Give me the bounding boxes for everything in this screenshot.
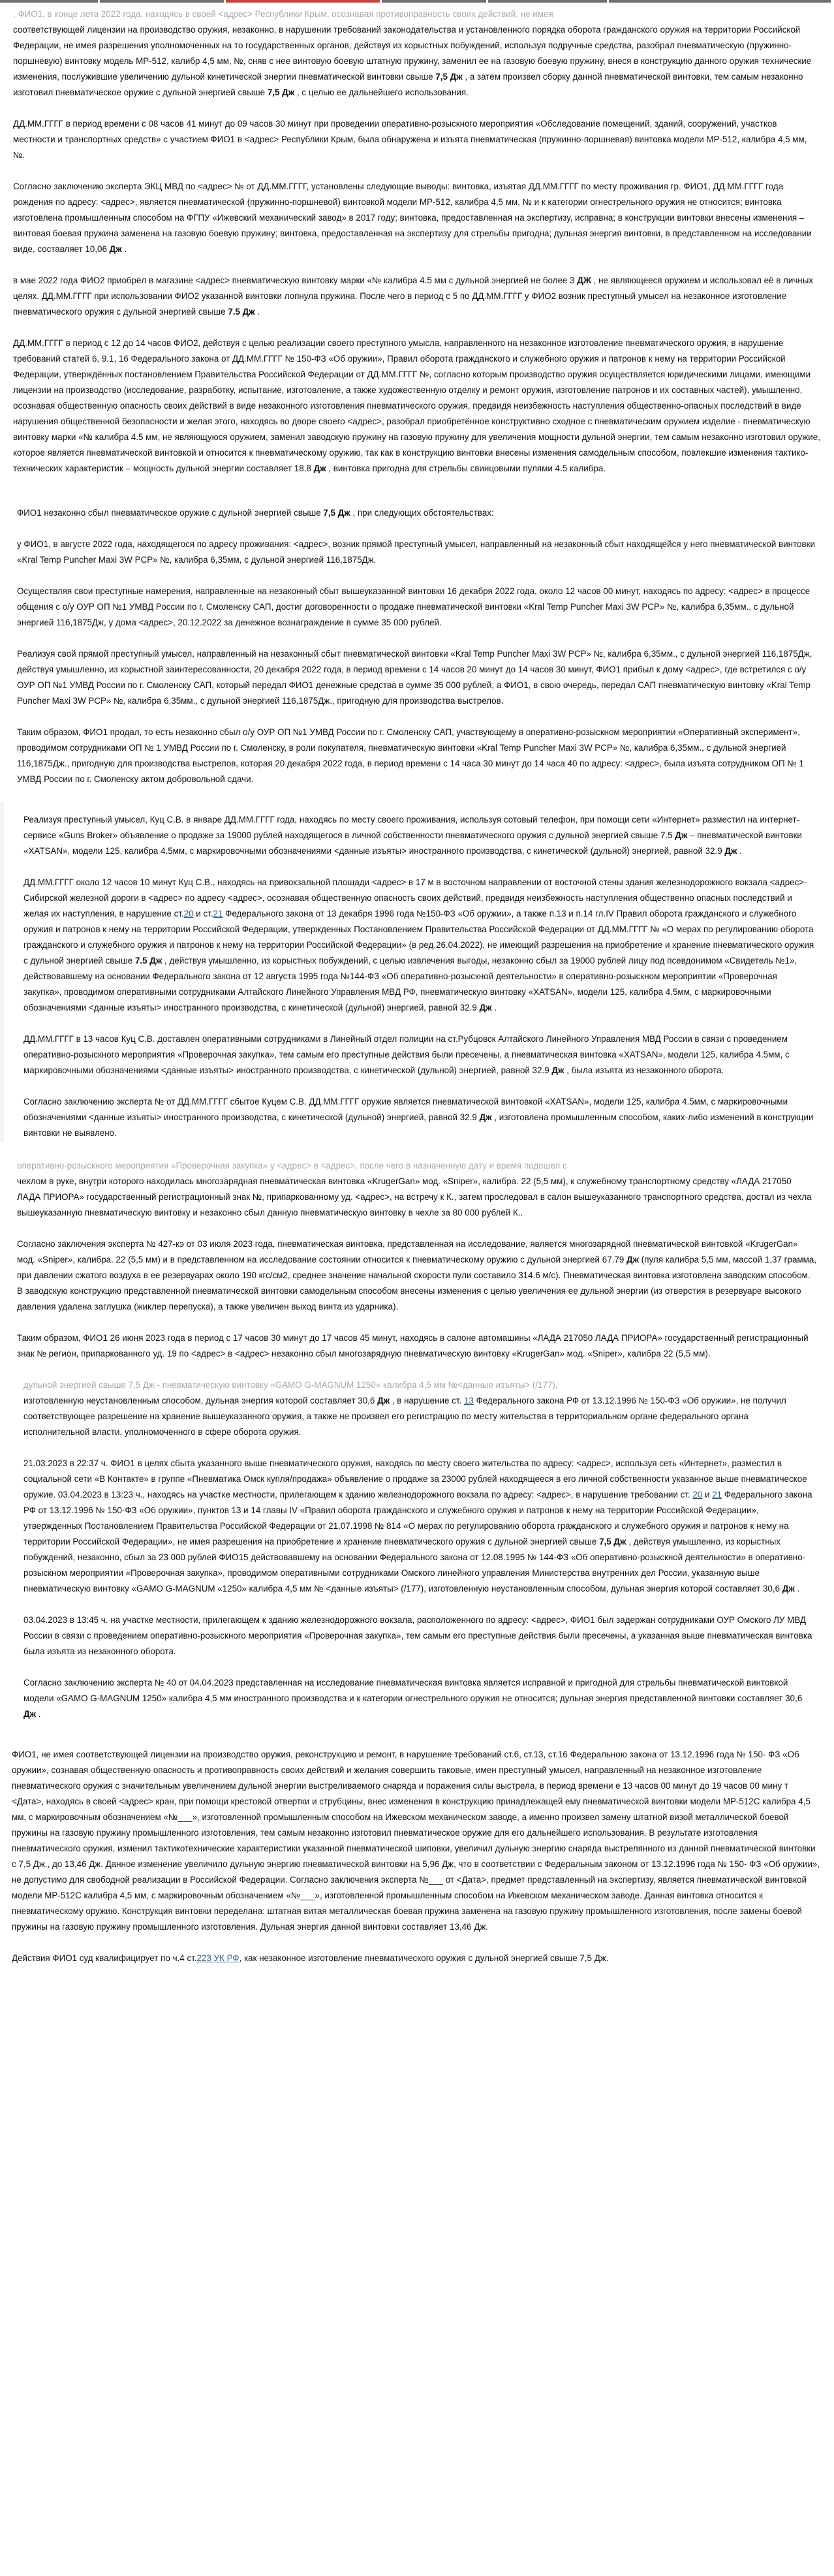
- paragraph: [17, 537, 817, 568]
- text-run: , была изъята из незаконного оборота.: [564, 1065, 724, 1075]
- text-run: (пуля калибра 5,5 мм, массой 1,37 грамма, при давлении сжатого воздуха в ее резервуарах около 190 кгс/см2, среднее значение начальной скорости пули составило 314.6 м/с). Пневматическая винтовка изготовлена заводским способом. В заводскую конструкцию представленной пневматической винтовки самодельным способом внесены изменения с целью увеличения ее дульной энергии (из отверстия в резервуаре высокого давления удалена заглушка (жиклер перепуска), а также увеличен выход винта из ударника).: [17, 1255, 817, 1312]
- section-3-quoted: [0, 803, 834, 1141]
- energy-value: 7,5 Дж: [599, 1537, 626, 1547]
- paragraph: [13, 179, 821, 257]
- text-run: .: [255, 307, 260, 317]
- text-run: .: [121, 244, 127, 254]
- text-run: Согласно заключению эксперта № 40 от 04.04.2023 представленная на исследование пневматическая винтовка является исправной и пригодной для стрельбы пневматической винтовкой модели «GAMO G-MAGNUM 1250» калибра 4,5 мм иностранного производства и к категории огнестрельного оружия не относится; дульная энергия представленной винтовки составляет 30,6: [23, 1678, 803, 1703]
- paragraph: [23, 1675, 814, 1722]
- law-article-link[interactable]: 21: [213, 909, 223, 919]
- text-run: , винтовка пригодна для стрельбы свинцовыми пулями 4.5 калибра.: [326, 463, 606, 473]
- text-run: , действуя умышленно, из корыстных побуждений, незаконно, сбыл за 23 000 рублей ФИО15 действовавшему на основании Федерального закона от 12.08.1995 № 144-ФЗ «Об оперативно-розыскной деятельности» в оперативно-розыскном мероприятии «Проверочная закупка», проводимом оперативными сотрудниками Омского линейного управления Министерства внутренних дел России, указанную выше пневматическую винтовку «GAMO G-MAGNUM «1250» калибра 4,5 мм № <данные изъяты> (/177), изготовленную неустановленным способом, дульная энергия которой составляет 30,6: [23, 1537, 806, 1594]
- paragraph: [23, 1031, 814, 1078]
- paragraph: [17, 725, 817, 787]
- energy-value: ДЖ: [577, 275, 591, 285]
- paragraph: [17, 1174, 817, 1221]
- text-run: у ФИО1, в августе 2022 года, находящегося по адресу проживания: <адрес>, возник прямой преступный умысел, направленный на незаконный сбыт находящейся у него пневматической винтовки «Kral Temp Puncher Maxi 3W PCP» №, калибра 6,35мм, с дульной энергией 116,1875Дж.: [17, 539, 815, 565]
- section-4: [0, 1157, 834, 1362]
- text-run: Действия ФИО1 суд квалифицирует по ч.4 ст.: [12, 1953, 197, 1963]
- paragraph: [12, 1951, 822, 1966]
- text-run: и: [702, 1490, 713, 1500]
- paragraph: [12, 1747, 822, 1935]
- text-run: и ст.: [193, 909, 213, 919]
- section-2: [0, 503, 834, 787]
- text-run: Реализуя преступный умысел, Куц С.В. в январе ДД.ММ.ГГГГ года, находясь по месту своего проживания, используя сотовый телефон, при помощи сети «Интернет» разместил на интернет-сервисе «Guns Broker» объявление о продаже за 19000 рублей находящегося в личной собственности пневматического оружия с дульной энергией свыше 7.5: [23, 815, 800, 840]
- text-run: , в нарушение ст.: [390, 1396, 464, 1406]
- faded-continuation-line: дульной энергией свыше 7,5 Дж - пневматическую винтовку «GAMO G-MAGNUM 1250» калибра 4,5 мм №<данные изъяты> (/177),: [23, 1380, 558, 1390]
- text-run: Согласно заключению эксперта ЭКЦ МВД по <адрес> № от ДД.ММ.ГГГГ, установлены следующие выводы: винтовка, изъятая ДД.ММ.ГГГГ по месту проживания гр. ФИО1, ДД.ММ.ГГГГ года рождения по адресу: <адрес>, является пневматической (пружинно-поршневой) винтовкой модели МР-512, калибра 4,5 мм, № и к категории огнестрельного оружия не относится; винтовка изготовлена промышленным способом на ФГПУ «Ижевский механический завод» в 2017 году; винтовка, предоставленная на экспертизу, исправна; в конструкции винтовки внесены изменения – винтовая боевая пружина заменена на газовую боевую пружину; винтовка, предоставленная на экспертизу для стрельбы пригодна; дульная энергия винтовки, в представленном на исследовании виде, составляет 10,06: [13, 181, 812, 254]
- text-run: изготовленную неустановленным способом, дульная энергия которой составляет 30,6: [23, 1396, 378, 1406]
- text-run: , с целью ее дальнейшего использования.: [294, 87, 469, 97]
- law-article-link[interactable]: 13: [463, 1396, 474, 1406]
- energy-value: Дж: [479, 1112, 492, 1122]
- energy-value: 7,5 Дж: [435, 72, 463, 82]
- text-run: в мае 2022 года ФИО2 приобрёл в магазине <адрес> пневматическую винтовку марки «№ калибра 4.5 мм с дульной энергией не более 3: [13, 275, 578, 285]
- energy-value: Дж: [782, 1584, 795, 1594]
- paragraph: [23, 812, 814, 859]
- text-run: .: [36, 1709, 41, 1719]
- text-run: , при следующих обстоятельствах:: [350, 508, 494, 518]
- paragraph: [13, 336, 821, 477]
- text-run: , как незаконное изготовление пневматического оружия с дульной энергией свыше 7,5 Дж.: [239, 1953, 609, 1963]
- energy-value: Дж: [626, 1255, 640, 1264]
- text-run: Согласно заключению эксперта № от ДД.ММ.ГГГГ сбытое Куцем С.В. ДД.ММ.ГГГГ оружие является пневматической винтовкой «XATSAN», модели 125, калибра 4.5мм, с маркировочными обозначениями <данные изъяты> иностранного производства, с кинетической (дульной) энергией, равной 32.9: [23, 1097, 788, 1122]
- text-run: 21.03.2023 в 22:37 ч. ФИО1 в целях сбыта указанного выше пневматического оружия, находясь по месту своего жительства по адресу: <адрес>, используя сеть «Интернет», разместил в социальной сети «В Контакте» в группе «Пневматика Омск купля/продажа» объявление о продаже за 23000 рублей находящееся в его личной собственности указанное выше пневматическое оружие. 03.04.2023 в 13:23 ч., находясь на участке местности, прилегающем к зданию железнодорожного вокзала по адресу: <адрес>, в нарушение требовании ст.: [23, 1458, 807, 1500]
- faded-continuation-line: оперативно-розыскного мероприятия «Проверочная закупка» у <адрес> в <адрес>, после чего в назначенную дату и время подошел с: [17, 1161, 567, 1170]
- text-run: , а затем произвел сборку данной пневматической винтовки, тем самым незаконно изготовил пневматическое оружие с дульной энергией свыше: [13, 72, 803, 97]
- text-run: , действуя умышленно, из корыстных побуждений, с целью извлечения выгоды, незаконно сбыл за 19000 рублей лицу под псевдонимом «Свидетель №1», действовавшему на основании Федерального закона от 12 августа 1995 года №144-ФЗ «Об оперативно-розыскной деятельности» в оперативно-розыскном мероприятии «Проверочная закупка», проводимом оперативными сотрудниками Алтайского Линейного Управления МВД РФ, пневматическую винтовку «XATSAN», модели 125, калибра 4.5мм, с маркировочными обозначениями <данные изъяты> иностранного производства, с кинетической (дульной) энергией, равной 32.9: [23, 956, 797, 1013]
- law-article-link[interactable]: 20: [692, 1490, 703, 1500]
- text-run: Федерального закона от 13 декабря 1996 года №150-ФЗ «Об оружии», а также п.13 и п.14 гл.IV Правил оборота гражданского и служебного оружия и патронов к нему на территории Российской Федерации, утвержденных Постановлением Правительства Российской Федерации от ДД.ММ.ГГГГ № «О мерах по регулированию оборота гражданского и служебного оружия и патронов к нему на территории Российской Федерации» (в ред.26.04.2022), не имеющий разрешения на приобретение и хранение пневматического оружия с дульной энергией свыше: [23, 909, 814, 966]
- law-article-link[interactable]: 21: [712, 1490, 722, 1500]
- energy-value: Дж: [313, 463, 326, 473]
- paragraph: [17, 1236, 817, 1315]
- text-run: ДД.ММ.ГГГГ около 12 часов 10 минут Куц С.В., находясь на привокзальной площади <адрес> в 17 м в восточном направлении от восточной стены здания железнодорожного вокзала <адрес>-Сибирской железной дороги в <адрес> по адресу <адрес>, осознавая общественную опасность своих действий, предвидя неизбежность наступления общественно опасных последствий и желая их наступления, в нарушение ст.: [23, 877, 807, 919]
- text-run: ФИО1 незаконно сбыл пневматическое оружие с дульной энергией свыше: [17, 508, 324, 518]
- text-run: 03.04.2023 в 13:45 ч. на участке местности, прилегающем к зданию железнодорожного вокзала, расположенного по адресу: <адрес>, ФИО1 был задержан сотрудниками ОУР Омского ЛУ МВД России в связи с проведением оперативно-розыскного мероприятия «Проверочная закупка», тем самым его преступные действия были пресечены, а указанная выше пневматическая винтовка была изъята из незаконного оборота.: [23, 1615, 812, 1656]
- text-run: ДД.ММ.ГГГГ в 13 часов Куц С.В. доставлен оперативными сотрудниками в Линейный отдел полиции на ст.Рубцовск Алтайского Линейного Управления МВД России в связи с проведением оперативно-розыскного мероприятия «Проверочная закупка», тем самым его преступные действия были пресечены, а пневматическая винтовка «XATSAN», модели 125, калибра 4.5мм, с маркировочными обозначениями <данные изъяты> иностранного производства, с кинетической (дульной) энергией, равной 32.9: [23, 1034, 790, 1075]
- text-run: ДД.ММ.ГГГГ в период с 12 до 14 часов ФИО2, действуя с целью реализации своего преступного умысла, направленного на незаконное изготовление пневматического оружия, в нарушение требований статей 6, 9.1, 16 Федерального закона от ДД.ММ.ГГГГ № 150-ФЗ «Об оружии», Правил оборота гражданского и служебного оружия и патронов к нему на территории Российской Федерации, утверждённых постановлением Правительства Российской Федерации от ДД.ММ.ГГГГ №, согласно которым производство оружия осуществляется юридическими лицами, имеющими лицензии на производство (исследование, разработку, испытание, изготовление, а также художественную отделку и ремонт оружия, изготовление патронов и их составных частей), умышленно, осознавая общественную опасность своих действий в виде незаконного изготовления пневматического оружия, предвидя неизбежность наступления общественно-опасных последствий в виде нарушения общественной безопасности и желая этого, находясь во дворе своего <адрес>, разобрал приобретённое конструктивно сходное с пневматическим оружием изделие - пневматическую винтовку марки «№ калибра 4.5 мм, не являющуюся оружием, заменил заводскую пружину на газовую пружину для увеличения мощности дульной энергии, тем самым незаконно изготовил оружие, которое является пневматической винтовкой и относится к пневматическому оружию, так как в конструкцию винтовки внесены изменения самодельным способом, повлекшие изменения тактико-технических характеристик – мощность дульной энергии составляет 18.8: [13, 338, 820, 473]
- paragraph: [17, 1330, 817, 1362]
- text-run: Федерального закона РФ от 13.12.1996 № 150-ФЗ «Об оружии», пунктов 13 и 14 главы IV «Правил оборота гражданского и служебного оружия и патронов к нему на территории Российской Федерации», утвержденных Постановлением Правительства Российской Федерации от 21.07.1998 № 814 «О мерах по регулированию оборота гражданского и служебного оружия и патронов к нему на территории Российской Федерации», не имея разрешения на приобретение и хранение пневматического оружия с дульной энергией свыше: [23, 1490, 812, 1547]
- paragraph: [17, 646, 817, 709]
- paragraph: [23, 1393, 814, 1440]
- text-run: , не являющееся оружием и использовал её в личных целях. ДД.ММ.ГГГГ при использовании ФИО2 указанной винтовки лопнула пружина. После чего в период с 5 по ДД.ММ.ГГГГ у ФИО2 возник преступный умысел на незаконное изготовление пневматического оружия с дульной энергией свыше: [13, 275, 814, 317]
- text-run: ДД.ММ.ГГГГ в период времени с 08 часов 41 минут до 09 часов 30 минут при проведении оперативно-розыскного мероприятия «Обследование помещений, зданий, сооружений, участков местности и транспортных средств» с участием ФИО1 в <адрес> Республики Крым, была обнаружена и изъята пневматическая (пружинно-поршневая) винтовка модели МР-512, калибра 4,5 мм, №.: [13, 119, 807, 160]
- paragraph: [13, 22, 821, 101]
- text-run: Таким образом, ФИО1 26 июня 2023 года в период с 17 часов 30 минут до 17 часов 45 минут, находясь в салоне автомашины «ЛАДА 217050 ЛАДА ПРИОРА» государственный регистрационный знак № регион, припаркованного уд. 19 по <адрес> в <адрес> незаконно сбыл многозарядную пневматическую винтовку «KrugerGan» мод. «Sniper», калибра 22 (5,5 мм).: [17, 1333, 809, 1359]
- energy-value: Дж: [551, 1065, 564, 1075]
- energy-value: Дж: [377, 1396, 390, 1406]
- paragraph: [13, 273, 821, 320]
- section-5: [0, 1377, 834, 1722]
- text-run: Реализуя свой прямой преступный умысел, направленный на незаконный сбыт пневматической винтовки «Kral Temp Puncher Maxi 3W PCP» №, калибра 6,35мм., с дульной энергией 116,1875Дж, действуя умышленно, из корыстной заинтересованности, 20 декабря 2022 года, в период времени с 14 часов 20 минут до 14 часов 30 минут, ФИО1 прибыл к дому <адрес>, где встретился с о/у ОУР ОП №1 УМВД России по г. Смоленску САП, который передал ФИО1 денежные средства в сумме 35 000 рублей, а ФИО1, в свою очередь, передал САП пневматическую винтовку «Kral Temp Puncher Maxi 3W PCP» №, калибра 6,35мм., с дульной энергией 116,1875Дж., пригодную для производства выстрелов.: [17, 649, 812, 706]
- energy-value: Дж: [23, 1709, 37, 1719]
- law-article-link[interactable]: 223 УК РФ: [196, 1953, 239, 1963]
- text-run: – пневматической винтовки «XATSAN», модели 125, калибра 4.5мм, с маркировочными обозначениями <данные изъяты> иностранного производства, с кинетической (дульной) энергией, равной 32.9: [23, 830, 802, 856]
- law-article-link[interactable]: 20: [183, 909, 194, 919]
- energy-value: 7,5 Дж: [267, 87, 295, 97]
- text-run: .: [491, 1003, 497, 1013]
- text-run: , изготовлена промышленным способом, каких-либо изменений в конструкции винтовки не выявлено.: [23, 1112, 814, 1138]
- text-run: .: [737, 846, 742, 856]
- energy-value: Дж: [675, 830, 688, 840]
- energy-value: 7.5 Дж: [228, 307, 255, 317]
- paragraph: [23, 1612, 814, 1659]
- text-run: Согласно заключения эксперта № 427-кэ от 03 июля 2023 года, пневматическая винтовка, представленная на исследование, является многозарядной пневматической винтовкой «KrugerGan» мод. «Sniper», калибра. 22 (5,5 мм) и в представленном на исследование состоянии относится к пневматическому оружию с дульной энергией 67.79: [17, 1239, 798, 1264]
- section-1: [0, 3, 834, 477]
- text-run: Осуществляя свои преступные намерения, направленные на незаконный сбыт вышеуказанной винтовки 16 декабря 2022 года, около 12 часов 00 минут, находясь по адресу: <адрес> в процессе общения с о/у ОУР ОП №1 УМВД России по г. Смоленску САП, достиг договоренности о продаже пневматической винтовки «Kral Temp Puncher Maxi 3W PCP» №, калибра 6,35мм., с дульной энергией 116,1875Дж, у дома <адрес>, 20.12.2022 за денежное вознаграждение в сумме 35 000 рублей.: [17, 586, 811, 627]
- energy-value: Дж: [109, 244, 122, 254]
- paragraph: [23, 1456, 814, 1597]
- section-6: [0, 1738, 834, 1966]
- paragraph: [23, 1094, 814, 1141]
- paragraph: [23, 875, 814, 1016]
- text-run: соответствующей лицензии на производство оружия, незаконно, в нарушении требований законодательства и установленного порядка оборота гражданского оружия на территории Российской Федерации, не имея разрешения уполномоченных на то государственных органов, действуя из корыстных побуждений, используя подручные средства, разобрал пневматическую (пружинно-поршневую) винтовку модель МР-512, калибр 4,5 мм, №, сняв с нее винтовую боевую штатную пружину, заменил ее на газовую боевую пружину, внеся в конструкцию данного оружия технические изменения, послужившие увеличению дульной кинетической энергии пневматической винтовки свыше: [13, 25, 812, 82]
- text-run: чехлом в руке, внутри которого находилась многозарядная пневматическая винтовка «KrugerGan» мод. «Sniper», калибра. 22 (5,5 мм), к служебному транспортному средству «ЛАДА 217050 ЛАДА ПРИОРА» государственный регистрационный знак №, припаркованному уд. <адрес>, на встречу к К., затем проследовал в салон вышеуказанного транспортного средства, достал из чехла вышеуказанную пневматическую винтовку и незаконно сбыл данную пневматическую винтовку в чехле за 80 000 рублей К..: [17, 1176, 812, 1217]
- faded-continuation-line: , ФИО1, в конце лета 2022 года, находясь в своей <адрес> Республики Крым, осознавая противоправность своих действий, не имея: [13, 9, 553, 19]
- energy-value: Дж: [479, 1003, 492, 1013]
- text-run: .: [794, 1584, 800, 1594]
- energy-value: 7.5 Дж: [134, 956, 162, 966]
- text-run: ФИО1, не имея соответствующей лицензии на производство оружия, реконструкцию и ремонт, в нарушение требований ст.6, ст.13, ст.16 Федеральною закона от 13.12.1996 года № 150- ФЗ «Об оружии», сознавая общественную опасность и противоправность своих действий и желания совершить таковые, имен преступный умысел, направленный на незаконное изготовление пневматического оружия с значительным увеличением дульной энергии выстреливаемого снаряда и поражения силы выстрела, в период времени е 13 часов 00 минут до 19 часов 00 мину т <Дата>, находясь в своей <адрес> кран, при помощи крестовой отвертки и струбцины, внес изменения в конструкцию принадлежащей ему пневматической винтовки модели МР-512С калибра 4,5 мм, с маркировочным обозначением «№___», изготовленной промышленным способом на Ижевском механическом заводе, а именно произвел замену штатной визой металлической боевой пружины на газовую пружину промышленного изготовления, тем самым незаконно изготовил пневматическое оружие для его дальнейшего использования. В результате изготовления пневматического оружия, изменил тактикотехнические характеристики указанной пневматической шиповки, увеличил дульную энергию снаряда выстрелянного из данной пневматической винтовки с 7,5 Дж., до 13,46 Дж. Данное изменение увеличило дульную энергию пневматической винтовки на 5,96 Дж, что в соответствии с Федеральным законом от 13.12.1996 года № 150- ФЗ «Об оружии», не допустимо для свободной реализации в Российской Федерации. Согласно заключения эксперта №___ от <Дата>, предмет представленный на экспертизу, является пневматической винтовкой модели МР-512С калибра 4,5 мм, с маркировочным обозначением «№___», изготовленной промышленным способом на Ижевском механическом заводе. Данная винтовка относится к пневматическому оружию. Конструкция винтовки переделана: штатная витая металлическая боевая пружина заменена на газовую пружину промышленного изготовления, после замены боевой пружины на газовую пружину промышленного изготовления. Дульная энергия данной винтовки составляет 13,46 Дж.: [12, 1750, 820, 1932]
- document-body: [0, 3, 834, 1966]
- energy-value: 7,5 Дж: [323, 508, 350, 518]
- paragraph: [17, 505, 817, 521]
- energy-value: Дж: [724, 846, 737, 856]
- paragraph: [17, 584, 817, 631]
- text-run: Федерального закона РФ от 13.12.1996 № 150-ФЗ «Об оружии», не получил соответствующее разрешение на хранение вышеуказанного оружия, а также не произвел его регистрацию по месту жительства в территориальном органе федерального органа исполнительной власти, уполномоченного в сфере оборота оружия.: [23, 1396, 786, 1437]
- text-run: Таким образом, ФИО1 продал, то есть незаконно сбыл о/у ОУР ОП №1 УМВД России по г. Смоленску САП, участвующему в оперативно-розыскном мероприятии «Оперативный эксперимент», проводимом сотрудниками ОП № 1 УМВД России по г. Смоленску, в роли покупателя, пневматическую винтовки «Kral Temp Puncher Maxi 3W PCP» №, калибра 6,35мм., с дульной энергией 116,1875Дж., пригодную для производства выстрелов, которая 20 декабря 2022 года, в период времени с 14 часа 30 минут до 14 часа 40 по адресу: <адрес>, была изъята сотрудником ОП № 1 УМВД России по г. Смоленску актом добровольной сдачи.: [17, 727, 804, 784]
- paragraph: [13, 116, 821, 163]
